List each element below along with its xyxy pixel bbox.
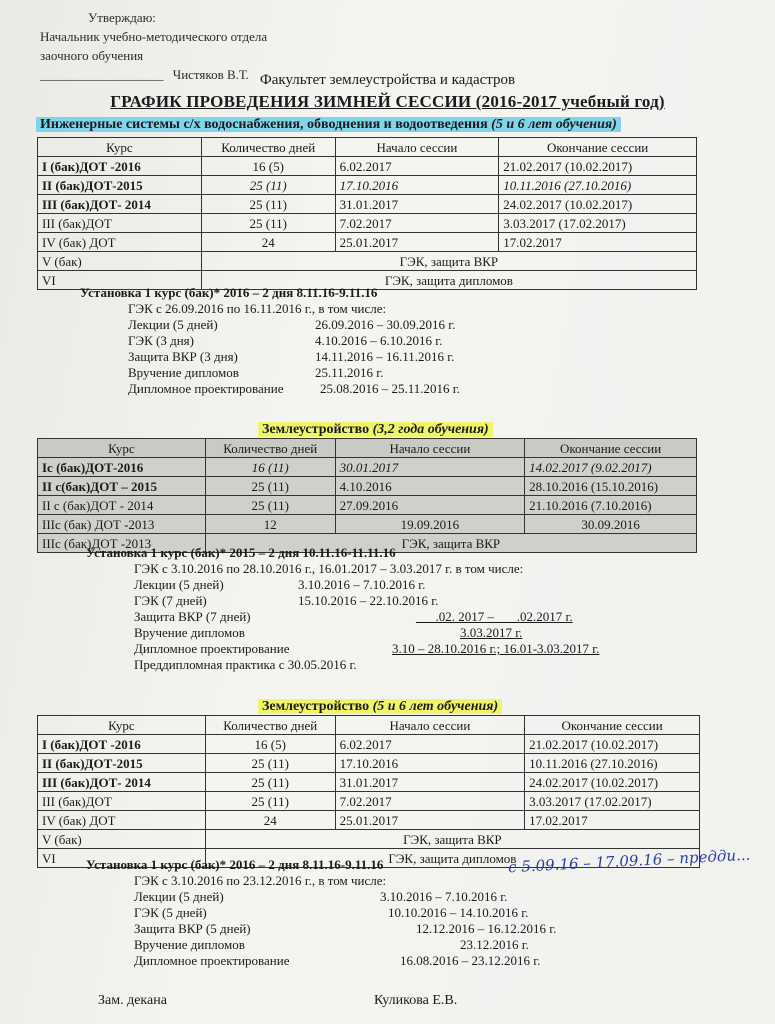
ustanovka-item	[86, 609, 726, 625]
section-2-ustanovka	[86, 545, 726, 673]
approval-line-2: Начальник учебно-методического отдела	[40, 29, 268, 44]
days-cell: 25 (11)	[205, 792, 335, 811]
section-2-title-main: Землеустройство	[262, 422, 370, 437]
ustanovka-heading: Установка 1 курс (бак)* 2016 – 2 дня 8.11.16-9.11.16	[86, 857, 384, 872]
days-cell: 25 (11)	[205, 477, 335, 496]
ustanovka-item-value: 14.11.2016 – 16.11.2016 г.	[315, 349, 455, 364]
days-cell: 25 (11)	[201, 195, 335, 214]
end-cell: 24.02.2017 (10.02.2017)	[525, 773, 700, 792]
section-1-ustanovka	[80, 285, 640, 397]
ustanovka-item-label: Защита ВКР (3 дня)	[128, 349, 238, 364]
ustanovka-item	[80, 333, 640, 349]
end-cell: 21.10.2016 (7.10.2016)	[525, 496, 697, 515]
course-cell: II (бак)ДОТ-2015	[38, 754, 206, 773]
column-header: Начало сессии	[335, 716, 525, 735]
table-row	[38, 157, 697, 176]
column-header: Курс	[38, 716, 206, 735]
merged-cell: ГЭК, защита ВКР	[205, 830, 699, 849]
course-cell: I (бак)ДОТ -2016	[38, 157, 202, 176]
end-cell: 21.02.2017 (10.02.2017)	[499, 157, 697, 176]
ustanovka-item	[86, 577, 726, 593]
approval-line-3: заочного обучения	[40, 48, 144, 63]
handwritten-note: с 5.09.16 – 17.09.16 – предди...	[507, 845, 751, 877]
table-row	[38, 233, 697, 252]
table-row	[38, 252, 697, 271]
ustanovka-item-label: Защита ВКР (5 дней)	[134, 921, 251, 936]
ustanovka-item	[86, 921, 646, 937]
ustanovka-item-label: ГЭК (3 дня)	[128, 333, 194, 348]
column-header: Начало сессии	[335, 439, 525, 458]
start-cell: 31.01.2017	[335, 773, 525, 792]
end-cell: 3.03.2017 (17.02.2017)	[499, 214, 697, 233]
column-header: Окончание сессии	[499, 138, 697, 157]
start-cell: 25.01.2017	[335, 811, 525, 830]
end-cell: 30.09.2016	[525, 515, 697, 534]
start-cell: 7.02.2017	[335, 214, 499, 233]
course-cell: VI	[38, 849, 206, 868]
section-1-table	[37, 137, 697, 290]
days-cell: 25 (11)	[201, 176, 335, 195]
end-cell: 14.02.2017 (9.02.2017)	[525, 458, 697, 477]
ustanovka-item	[80, 365, 640, 381]
column-header: Начало сессии	[335, 138, 499, 157]
days-cell: 25 (11)	[205, 496, 335, 515]
end-cell: 24.02.2017 (10.02.2017)	[499, 195, 697, 214]
start-cell: 31.01.2017	[335, 195, 499, 214]
ustanovka-item-label: Вручение дипломов	[134, 625, 245, 640]
course-cell: V (бак)	[38, 252, 202, 271]
section-2-title-suffix: (3,2 года обучения)	[372, 422, 489, 437]
days-cell: 12	[205, 515, 335, 534]
table-row	[38, 195, 697, 214]
ustanovka-item	[86, 657, 726, 673]
merged-cell: ГЭК, защита ВКР	[201, 252, 696, 271]
approval-signer: Чистяков В.Т.	[172, 67, 249, 82]
start-cell: 6.02.2017	[335, 735, 525, 754]
course-cell: V (бак)	[38, 830, 206, 849]
column-header: Количество дней	[205, 716, 335, 735]
course-cell: IV (бак) ДОТ	[38, 811, 206, 830]
course-cell: IIIс (бак)ДОТ -2013	[38, 534, 206, 553]
table-row	[38, 811, 700, 830]
footer-role: Зам. декана	[98, 993, 167, 1008]
ustanovka-item	[86, 889, 646, 905]
course-cell: II (бак)ДОТ-2015	[38, 176, 202, 195]
table-row	[38, 792, 700, 811]
approval-line-1: Утверждаю:	[88, 10, 156, 25]
course-cell: IIIс (бак) ДОТ -2013	[38, 515, 206, 534]
ustanovka-item-value: 15.10.2016 – 22.10.2016 г.	[298, 593, 439, 608]
column-header: Курс	[38, 439, 206, 458]
ustanovka-item-value: 25.11.2016 г.	[315, 365, 384, 380]
merged-cell: ГЭК, защита дипломов	[201, 271, 696, 290]
table-row	[38, 496, 697, 515]
table-header-row	[38, 138, 697, 157]
ustanovka-item-value: 10.10.2016 – 14.10.2016 г.	[388, 905, 529, 920]
merged-cell: ГЭК, защита ВКР	[205, 534, 696, 553]
course-cell: III (бак)ДОТ- 2014	[38, 195, 202, 214]
ustanovka-item	[80, 317, 640, 333]
ustanovka-item-value: 3.10 – 28.10.2016 г.; 16.01-3.03.2017 г.	[392, 641, 600, 656]
section-2-title	[258, 422, 493, 438]
ustanovka-item	[80, 349, 640, 365]
ustanovka-item-label: Лекции (5 дней)	[128, 317, 218, 332]
end-cell: 17.02.2017	[499, 233, 697, 252]
ustanovka-intro: ГЭК с 3.10.2016 по 23.12.2016 г., в том числе:	[134, 873, 387, 888]
column-header: Окончание сессии	[525, 716, 700, 735]
section-3-title	[258, 699, 502, 715]
section-1-title	[36, 117, 621, 133]
start-cell: 25.01.2017	[335, 233, 499, 252]
table-row	[38, 515, 697, 534]
days-cell: 25 (11)	[205, 754, 335, 773]
section-3-ustanovka	[86, 857, 646, 969]
days-cell: 25 (11)	[201, 214, 335, 233]
ustanovka-item-value: 23.12.2016 г.	[460, 937, 529, 952]
ustanovka-item-value: ___.02. 2017 – ___.02.2017 г.	[416, 609, 573, 624]
end-cell: 28.10.2016 (15.10.2016)	[525, 477, 697, 496]
start-cell: 27.09.2016	[335, 496, 525, 515]
end-cell: 10.11.2016 (27.10.2016)	[499, 176, 697, 195]
table-row	[38, 176, 697, 195]
table-row	[38, 214, 697, 233]
section-1-title-suffix: (5 и 6 лет обучения)	[491, 117, 617, 132]
course-cell: Iс (бак)ДОТ-2016	[38, 458, 206, 477]
ustanovka-item-value: 3.10.2016 – 7.10.2016 г.	[380, 889, 508, 904]
ustanovka-item-value: 26.09.2016 – 30.09.2016 г.	[315, 317, 456, 332]
course-cell: III (бак)ДОТ	[38, 214, 202, 233]
footer-name: Куликова Е.В.	[374, 993, 458, 1008]
table-header-row	[38, 716, 700, 735]
start-cell: 4.10.2016	[335, 477, 525, 496]
section-3-title-suffix: (5 и 6 лет обучения)	[372, 699, 499, 714]
ustanovka-item-value: 4.10.2016 – 6.10.2016 г.	[315, 333, 443, 348]
ustanovka-item-label: Вручение дипломов	[134, 937, 245, 952]
ustanovka-item	[86, 625, 726, 641]
table-row	[38, 458, 697, 477]
ustanovka-item-label: ГЭК (7 дней)	[134, 593, 207, 608]
start-cell: 6.02.2017	[335, 157, 499, 176]
start-cell: 17.10.2016	[335, 754, 525, 773]
ustanovka-item-label: Дипломное проектирование	[128, 381, 284, 396]
ustanovka-item-label: Вручение дипломов	[128, 365, 239, 380]
ustanovka-intro: ГЭК с 26.09.2016 по 16.11.2016 г., в том числе:	[128, 301, 387, 316]
table-row	[38, 773, 700, 792]
ustanovka-item	[86, 905, 646, 921]
course-cell: III (бак)ДОТ- 2014	[38, 773, 206, 792]
ustanovka-item-label: Лекции (5 дней)	[134, 889, 224, 904]
ustanovka-item-value: 12.12.2016 – 16.12.2016 г.	[416, 921, 557, 936]
ustanovka-item-label: Дипломное проектирование	[134, 641, 290, 656]
course-cell: III (бак)ДОТ	[38, 792, 206, 811]
column-header: Количество дней	[205, 439, 335, 458]
merged-cell: ГЭК, защита дипломов	[205, 849, 699, 868]
ustanovka-item-label: Лекции (5 дней)	[134, 577, 224, 592]
table-header-row	[38, 439, 697, 458]
ustanovka-intro: ГЭК с 3.10.2016 по 28.10.2016 г., 16.01.2017 – 3.03.2017 г. в том числе:	[134, 561, 524, 576]
course-cell: I (бак)ДОТ -2016	[38, 735, 206, 754]
ustanovka-item	[86, 953, 646, 969]
end-cell: 3.03.2017 (17.02.2017)	[525, 792, 700, 811]
days-cell: 25 (11)	[205, 773, 335, 792]
end-cell: 10.11.2016 (27.10.2016)	[525, 754, 700, 773]
course-cell: VI	[38, 271, 202, 290]
days-cell: 24	[201, 233, 335, 252]
ustanovka-item-value: 16.08.2016 – 23.12.2016 г.	[400, 953, 541, 968]
ustanovka-item	[86, 641, 726, 657]
ustanovka-item-label: ГЭК (5 дней)	[134, 905, 207, 920]
table-row	[38, 830, 700, 849]
course-cell: II с (бак)ДОТ - 2014	[38, 496, 206, 515]
days-cell: 16 (5)	[205, 735, 335, 754]
days-cell: 16 (5)	[201, 157, 335, 176]
ustanovka-heading: Установка 1 курс (бак)* 2016 – 2 дня 8.11.16-9.11.16	[80, 285, 378, 300]
section-3-title-main: Землеустройство	[262, 699, 370, 714]
end-cell: 17.02.2017	[525, 811, 700, 830]
ustanovka-item-value: 25.08.2016 – 25.11.2016 г.	[320, 381, 460, 396]
column-header: Окончание сессии	[525, 439, 697, 458]
days-cell: 24	[205, 811, 335, 830]
ustanovka-item	[80, 381, 640, 397]
course-cell: IV (бак) ДОТ	[38, 233, 202, 252]
faculty-name: Факультет землеустройства и кадастров	[259, 72, 516, 88]
section-1-title-main: Инженерные системы с/х водоснабжения, обводнения и водоотведения	[40, 117, 488, 132]
column-header: Количество дней	[201, 138, 335, 157]
table-row	[38, 754, 700, 773]
days-cell: 16 (11)	[205, 458, 335, 477]
start-cell: 19.09.2016	[335, 515, 525, 534]
ustanovka-item-value: 3.03.2017 г.	[460, 625, 523, 640]
ustanovka-item-label: Преддипломная практика с 30.05.2016 г.	[134, 657, 357, 672]
start-cell: 17.10.2016	[335, 176, 499, 195]
ustanovka-item	[86, 937, 646, 953]
signature-blank: ___________________	[40, 67, 164, 82]
start-cell: 7.02.2017	[335, 792, 525, 811]
ustanovka-item-label: Дипломное проектирование	[134, 953, 290, 968]
ustanovka-item	[86, 593, 726, 609]
page-title: ГРАФИК ПРОВЕДЕНИЯ ЗИМНЕЙ СЕССИИ (2016-2017 учебный год)	[110, 92, 665, 111]
ustanovka-heading: Установка 1 курс (бак)* 2015 – 2 дня 10.11.16-11.11.16	[86, 545, 396, 560]
section-3-table	[37, 715, 700, 868]
ustanovka-item-label: Защита ВКР (7 дней)	[134, 609, 251, 624]
table-row	[38, 735, 700, 754]
start-cell: 30.01.2017	[335, 458, 525, 477]
end-cell: 21.02.2017 (10.02.2017)	[525, 735, 700, 754]
section-2-table	[37, 438, 697, 553]
column-header: Курс	[38, 138, 202, 157]
ustanovka-item-value: 3.10.2016 – 7.10.2016 г.	[298, 577, 426, 592]
table-row	[38, 477, 697, 496]
course-cell: II с(бак)ДОТ – 2015	[38, 477, 206, 496]
